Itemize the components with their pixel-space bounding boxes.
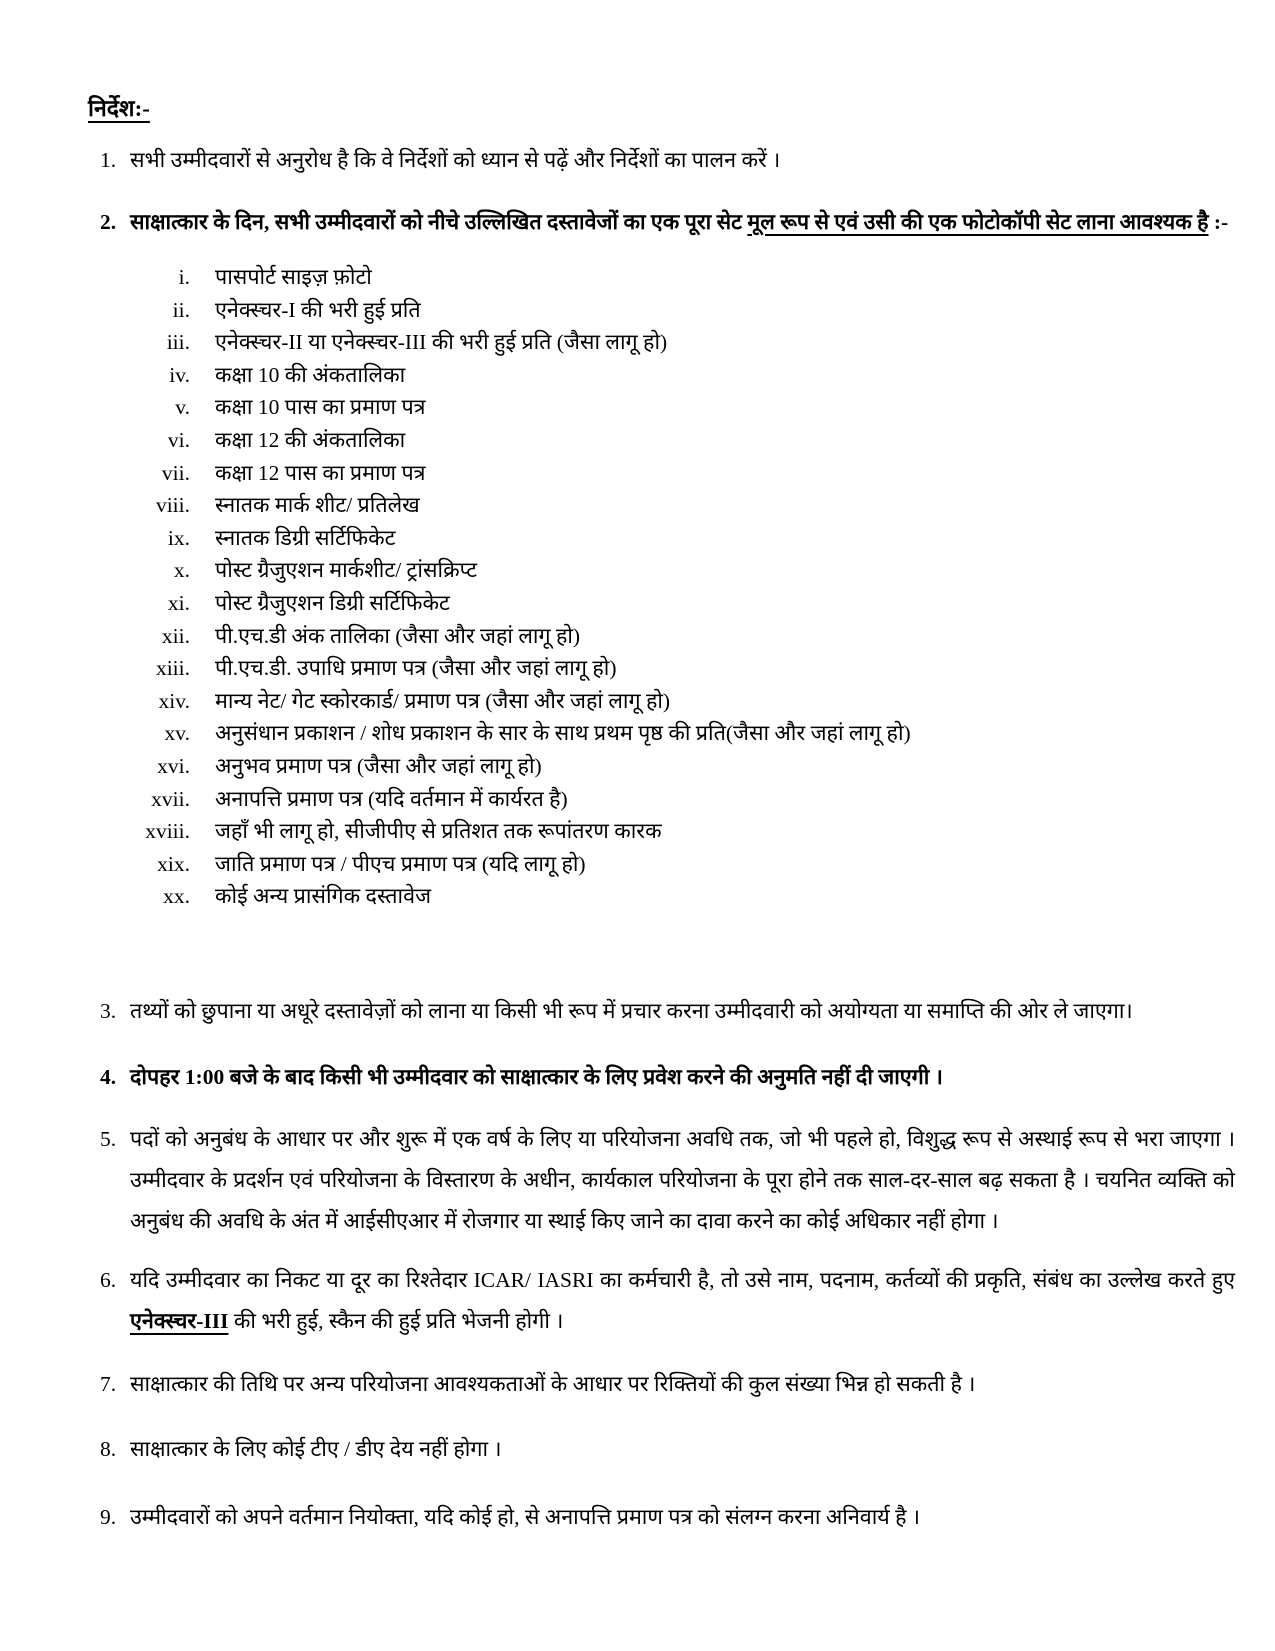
checklist-text: पासपोर्ट साइज़ फ़ोटो bbox=[215, 265, 372, 289]
checklist-numeral: viii. bbox=[155, 493, 190, 518]
item-number: 3. bbox=[100, 998, 117, 1023]
checklist-text: जहाँ भी लागू हो, सीजीपीए से प्रतिशत तक रूपांतरण कारक bbox=[215, 819, 662, 844]
checklist-row bbox=[88, 783, 1235, 816]
checklist-numeral: xi. bbox=[167, 590, 190, 615]
checklist-text: पोस्ट ग्रैजुएशन डिग्री सर्टिफिकेट bbox=[215, 590, 450, 615]
item-number: 6. bbox=[100, 1267, 117, 1292]
item-6-trail-text: की भरी हुई, स्कैन की हुई प्रति भेजनी होगी । bbox=[228, 1308, 564, 1333]
checklist-numeral: xviii. bbox=[145, 819, 190, 844]
checklist-numeral: xix. bbox=[157, 851, 190, 876]
checklist-row bbox=[88, 652, 1235, 685]
item-number: 9. bbox=[100, 1504, 117, 1529]
item-text: दोपहर 1:00 बजे के बाद किसी भी उम्मीदवार को साक्षात्कार के लिए प्रवेश करने की अनुमति नहीं दी जाएगी । bbox=[130, 1064, 943, 1089]
checklist-row bbox=[88, 522, 1235, 555]
checklist-text: पी.एच.डी. उपाधि प्रमाण पत्र (जैसा और जहां लागू हो) bbox=[215, 656, 617, 681]
checklist-row bbox=[88, 424, 1235, 457]
checklist-numeral: vi. bbox=[167, 427, 190, 452]
checklist-text: कक्षा 10 पास का प्रमाण पत्र bbox=[215, 395, 426, 420]
checklist-row bbox=[88, 750, 1235, 783]
checklist-numeral: xiii. bbox=[155, 656, 190, 681]
checklist-text: पी.एच.डी अंक तालिका (जैसा और जहां लागू हो) bbox=[215, 623, 581, 648]
instruction-item-9 bbox=[88, 1497, 1235, 1537]
item-text: साक्षात्कार की तिथि पर अन्य परियोजना आवश्यकताओं के आधार पर रिक्तियों की कुल संख्या भिन्न हो सकती है । bbox=[130, 1371, 976, 1396]
item-2-lead-text: साक्षात्कार के दिन, सभी उम्मीदवारों को नीचे उल्लिखित दस्तावेजों का एक पूरा सेट bbox=[130, 210, 748, 234]
checklist-row bbox=[88, 326, 1235, 359]
checklist-numeral: x. bbox=[173, 558, 190, 583]
instruction-item-6 bbox=[88, 1260, 1235, 1342]
checklist-text: एनेक्स्चर-II या एनेक्स्चर-III की भरी हुई प्रति (जैसा लागू हो) bbox=[215, 330, 668, 355]
checklist-text: अनुभव प्रमाण पत्र (जैसा और जहां लागू हो) bbox=[215, 753, 542, 778]
item-number: 5. bbox=[100, 1126, 117, 1151]
checklist-row bbox=[88, 457, 1235, 490]
checklist-text: एनेक्स्चर-I की भरी हुई प्रति bbox=[215, 297, 421, 322]
checklist-text: जाति प्रमाण पत्र / पीएच प्रमाण पत्र (यदि लागू हो) bbox=[215, 851, 586, 876]
underlined-phrase: मूल रूप से एवं उसी की एक फोटोकॉपी सेट लाना आवश्यक है bbox=[747, 210, 1209, 234]
checklist-numeral: vii. bbox=[161, 460, 190, 485]
checklist-row bbox=[88, 848, 1235, 881]
checklist-text: कक्षा 12 पास का प्रमाण पत्र bbox=[215, 460, 426, 485]
checklist-row bbox=[88, 815, 1235, 848]
checklist-numeral: xii. bbox=[161, 623, 190, 648]
checklist-row bbox=[88, 620, 1235, 653]
instructions-heading: निर्देश:- bbox=[88, 96, 150, 121]
item-text: उम्मीदवारों को अपने वर्तमान नियोक्ता, यदि कोई हो, से अनापत्ति प्रमाण पत्र को संलग्न करना अनिवार्य है । bbox=[130, 1504, 921, 1529]
checklist-row bbox=[88, 489, 1235, 522]
checklist-text: कक्षा 12 की अंकतालिका bbox=[215, 427, 406, 452]
checklist-numeral: xvi. bbox=[157, 753, 190, 778]
item-number: 8. bbox=[100, 1436, 117, 1461]
item-text: सभी उम्मीदवारों से अनुरोध है कि वे निर्देशों को ध्यान से पढ़ें और निर्देशों का पालन करें । bbox=[130, 148, 781, 172]
item-text: तथ्यों को छुपाना या अधूरे दस्तावेज़ों को लाना या किसी भी रूप में प्रचार करना उम्मीदवारी को अयोग्यता या समाप्ति की ओर ले जाएगा। bbox=[130, 998, 1133, 1023]
checklist-numeral: ii. bbox=[172, 297, 190, 322]
instruction-item-4 bbox=[88, 1057, 1235, 1097]
checklist-numeral: ix. bbox=[167, 525, 190, 550]
item-number: 4. bbox=[100, 1064, 117, 1089]
item-number: 2. bbox=[100, 210, 117, 234]
checklist-text: कक्षा 10 की अंकतालिका bbox=[215, 362, 406, 387]
checklist-text: पोस्ट ग्रैजुएशन मार्कशीट/ ट्रांसक्रिप्ट bbox=[215, 558, 478, 583]
checklist-numeral: xiv. bbox=[158, 688, 190, 713]
checklist-numeral: iii. bbox=[166, 330, 190, 355]
checklist-row bbox=[88, 261, 1235, 294]
item-text: साक्षात्कार के लिए कोई टीए / डीए देय नहीं होगा । bbox=[130, 1436, 502, 1461]
checklist-text: अनापत्ति प्रमाण पत्र (यदि वर्तमान में कार्यरत है) bbox=[215, 786, 568, 811]
instruction-item-2 bbox=[88, 202, 1235, 243]
instruction-item-5 bbox=[88, 1119, 1235, 1242]
instruction-item-8 bbox=[88, 1429, 1235, 1469]
item-6-lead-text: यदि उम्मीदवार का निकट या दूर का रिश्तेदार ICAR/ IASRI का कर्मचारी है, तो उसे नाम, पदनाम, कर्तव्यों की प्रकृति, संबंध का उल्लेख करते हुए bbox=[130, 1267, 1235, 1292]
item-number: 7. bbox=[100, 1371, 117, 1396]
checklist-row bbox=[88, 717, 1235, 750]
annexure-ref: एनेक्स्चर-III bbox=[130, 1308, 229, 1333]
checklist-numeral: i. bbox=[178, 265, 190, 289]
checklist-numeral: v. bbox=[175, 395, 190, 420]
checklist-row bbox=[88, 685, 1235, 718]
checklist-numeral: xvii. bbox=[151, 786, 190, 811]
checklist-text: अनुसंधान प्रकाशन / शोध प्रकाशन के सार के साथ प्रथम पृष्ठ की प्रति(जैसा और जहां लागू हो) bbox=[215, 721, 911, 746]
checklist-text: स्नातक मार्क शीट/ प्रतिलेख bbox=[215, 493, 420, 518]
item-number: 1. bbox=[100, 148, 117, 172]
checklist-numeral: iv. bbox=[169, 362, 190, 387]
checklist-row bbox=[88, 391, 1235, 424]
checklist-row bbox=[88, 294, 1235, 327]
checklist-numeral: xx. bbox=[163, 884, 190, 909]
instruction-item-1 bbox=[88, 140, 1235, 180]
checklist-row bbox=[88, 554, 1235, 587]
checklist-row bbox=[88, 587, 1235, 620]
document-checklist bbox=[88, 261, 1235, 913]
instruction-item-3 bbox=[88, 991, 1235, 1031]
checklist-row bbox=[88, 359, 1235, 392]
item-text: पदों को अनुबंध के आधार पर और शुरू में एक वर्ष के लिए या परियोजना अवधि तक, जो भी पहले हो, विशुद्ध रूप से अस्थाई रूप से भरा जाएगा । उम्मीदवार के प्रदर्शन एवं परियोजना के विस्तारण के अधीन, कार्यकाल परियोजना के पूरा होने तक साल-दर-साल बढ़ सकता है । चयनित व्यक्ति को अनुबंध की अवधि के अंत में आईसीएआर में रोजगार या स्थाई किए जाने का दावा करने का कोई अधिकार नहीं होगा । bbox=[130, 1126, 1235, 1233]
item-text bbox=[130, 1260, 1235, 1342]
checklist-text: मान्य नेट/ गेट स्कोरकार्ड/ प्रमाण पत्र (जैसा और जहां लागू हो) bbox=[215, 688, 671, 713]
checklist-text: कोई अन्य प्रासंगिक दस्तावेज bbox=[215, 884, 432, 909]
checklist-row bbox=[88, 880, 1235, 913]
checklist-numeral: xv. bbox=[164, 721, 190, 746]
item-2-trail-text: :- bbox=[1208, 210, 1229, 234]
checklist-text: स्नातक डिग्री सर्टिफिकेट bbox=[215, 525, 396, 550]
instruction-item-7 bbox=[88, 1364, 1235, 1404]
item-text bbox=[130, 202, 1235, 243]
